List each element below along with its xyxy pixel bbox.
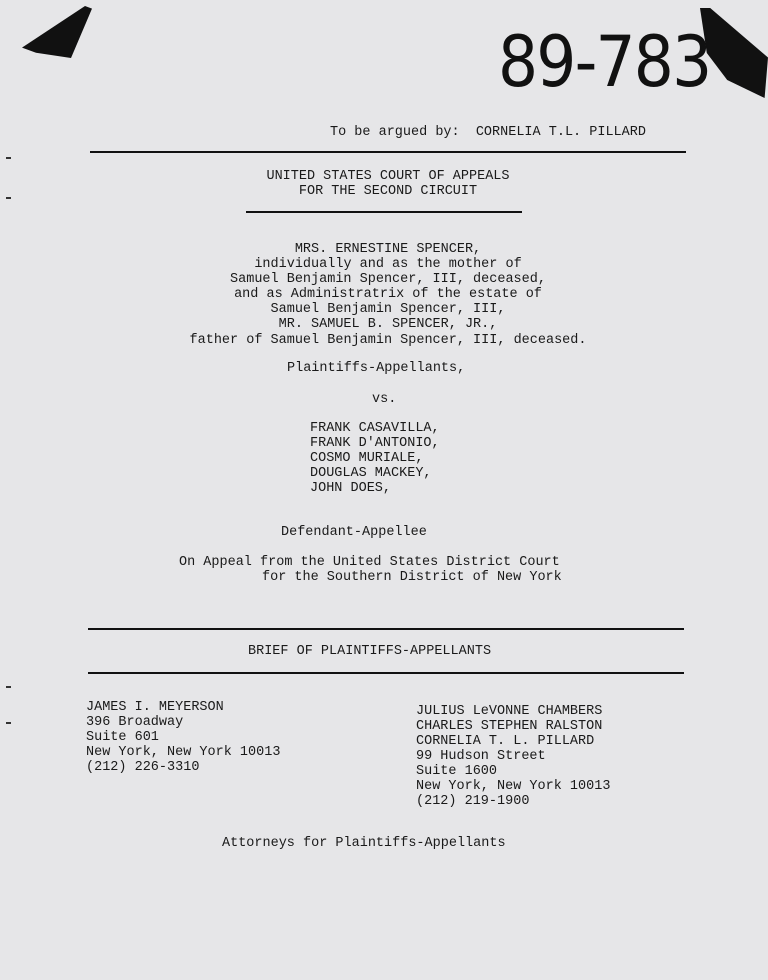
counsel-left-line: 396 Broadway xyxy=(86,715,184,730)
court-rule xyxy=(246,211,522,213)
margin-mark xyxy=(6,157,11,159)
plaintiff-line: father of Samuel Benjamin Spencer, III, deceased. xyxy=(189,333,587,348)
counsel-right-line: Suite 1600 xyxy=(416,764,498,779)
counsel-right-line: JULIUS LeVONNE CHAMBERS xyxy=(416,704,603,719)
defendant-line: COSMO MURIALE, xyxy=(310,451,424,466)
margin-mark xyxy=(6,686,11,688)
defendant-line: FRANK CASAVILLA, xyxy=(310,421,440,436)
court-name-line-2: FOR THE SECOND CIRCUIT xyxy=(298,184,478,199)
counsel-right-line: (212) 219-1900 xyxy=(416,794,530,809)
court-name-line-1: UNITED STATES COURT OF APPEALS xyxy=(266,169,510,184)
handwritten-case-number: 89-783 xyxy=(498,21,711,103)
brief-rule-top xyxy=(88,628,684,630)
counsel-right-line: CHARLES STEPHEN RALSTON xyxy=(416,719,603,734)
appeal-line-2: for the Southern District of New York xyxy=(262,570,562,585)
plaintiff-line: individually and as the mother of xyxy=(254,257,522,272)
counsel-left-line: Suite 601 xyxy=(86,730,159,745)
margin-mark xyxy=(6,722,11,724)
counsel-right-line: New York, New York 10013 xyxy=(416,779,611,794)
counsel-right-line: 99 Hudson Street xyxy=(416,749,546,764)
counsel-left-line: JAMES I. MEYERSON xyxy=(86,700,224,715)
argued-by-line: To be argued by: CORNELIA T.L. PILLARD xyxy=(330,125,646,140)
defendant-line: JOHN DOES, xyxy=(310,481,392,496)
defendant-line: DOUGLAS MACKEY, xyxy=(310,466,432,481)
defendants-role: Defendant-Appellee xyxy=(281,525,427,540)
plaintiff-line: MR. SAMUEL B. SPENCER, JR., xyxy=(278,317,498,332)
counsel-left-line: (212) 226-3310 xyxy=(86,760,200,775)
plaintiff-line: Samuel Benjamin Spencer, III, deceased, xyxy=(230,272,546,287)
attorneys-for: Attorneys for Plaintiffs-Appellants xyxy=(222,836,506,851)
counsel-right-line: CORNELIA T. L. PILLARD xyxy=(416,734,595,749)
defendant-line: FRANK D'ANTONIO, xyxy=(310,436,440,451)
plaintiff-line: Samuel Benjamin Spencer, III, xyxy=(270,302,506,317)
plaintiff-line: MRS. ERNESTINE SPENCER, xyxy=(294,242,482,257)
versus: vs. xyxy=(372,392,397,407)
plaintiffs-role: Plaintiffs-Appellants, xyxy=(287,361,466,376)
top-rule xyxy=(90,151,686,153)
brief-title: BRIEF OF PLAINTIFFS-APPELLANTS xyxy=(248,644,492,659)
plaintiff-line: and as Administratrix of the estate of xyxy=(234,287,542,302)
brief-rule-bottom xyxy=(88,672,684,674)
torn-corner-top-left xyxy=(22,6,92,58)
counsel-left-line: New York, New York 10013 xyxy=(86,745,281,760)
margin-mark xyxy=(6,197,11,199)
appeal-line-1: On Appeal from the United States District Court xyxy=(179,555,560,570)
